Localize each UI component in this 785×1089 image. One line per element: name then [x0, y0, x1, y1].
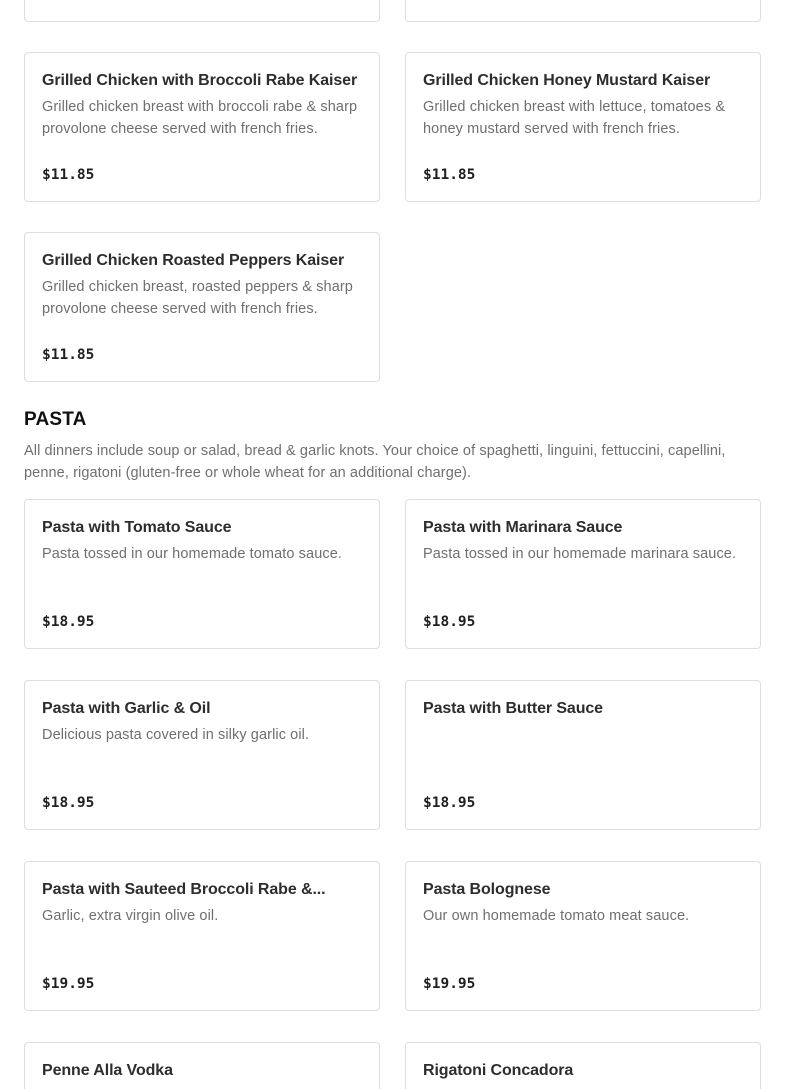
menu-item-card[interactable] — [24, 861, 380, 1011]
menu-item-price: $18.95 — [42, 795, 95, 811]
menu-item-text — [423, 878, 743, 927]
menu-item-card[interactable] — [24, 680, 380, 830]
menu-item-name: Pasta with Butter Sauce — [423, 700, 603, 717]
menu-item-text — [42, 516, 362, 565]
menu-item-text — [423, 516, 743, 565]
menu-item-card[interactable] — [405, 861, 761, 1011]
menu-item-description: Our own homemade tomato meat sauce. — [423, 908, 690, 924]
menu-item-card-partial[interactable] — [24, 0, 380, 22]
menu-item-name: Penne Alla Vodka — [42, 1062, 173, 1079]
menu-item-price: $18.95 — [423, 795, 476, 811]
menu-item-card-partial[interactable] — [405, 0, 761, 22]
menu-item-price: $11.85 — [42, 167, 95, 183]
menu-item-card[interactable] — [24, 499, 380, 649]
menu-item-price: $19.95 — [423, 976, 476, 992]
menu-item-card[interactable] — [24, 1042, 380, 1089]
menu-item-name: Rigatoni Concadora — [423, 1062, 574, 1079]
menu-item-description: Pasta tossed in our homemade tomato sauce. — [42, 546, 343, 562]
section-note-pasta: All dinners include soup or salad, bread & garlic knots. Your choice of spaghetti, linguini, fettuccini, capellini, penne, rigatoni (gluten-free or whole wheat for an additional charge). — [24, 443, 726, 481]
menu-item-name: Pasta with Marinara Sauce — [423, 519, 623, 536]
menu-item-card[interactable] — [24, 52, 380, 202]
menu-item-name: Grilled Chicken with Broccoli Rabe Kaiser — [42, 72, 358, 89]
menu-item-name: Pasta with Garlic & Oil — [42, 700, 211, 717]
menu-item-card[interactable] — [405, 680, 761, 830]
menu-item-name: Grilled Chicken Honey Mustard Kaiser — [423, 72, 711, 89]
menu-item-price: $18.95 — [42, 614, 95, 630]
menu-item-description: Grilled chicken breast with lettuce, tomatoes & honey mustard served with french fries. — [423, 99, 726, 137]
menu-item-text — [42, 878, 362, 927]
menu-item-card[interactable] — [405, 52, 761, 202]
menu-item-card[interactable] — [405, 1042, 761, 1089]
menu-item-price: $18.95 — [423, 614, 476, 630]
menu-item-text — [423, 1059, 743, 1086]
menu-item-description: Delicious pasta covered in silky garlic oil. — [42, 727, 310, 743]
menu-grid-pasta — [24, 499, 761, 1089]
menu-item-text — [42, 697, 362, 746]
menu-item-description: Grilled chicken breast, roasted peppers & sharp provolone cheese served with french fries. — [42, 279, 353, 317]
menu-item-description: Pasta tossed in our homemade marinara sauce. — [423, 546, 737, 562]
menu-item-name: Pasta with Sauteed Broccoli Rabe &... — [42, 881, 326, 898]
menu-item-card[interactable] — [405, 499, 761, 649]
menu-item-name: Pasta Bolognese — [423, 881, 551, 898]
menu-item-description: Garlic, extra virgin olive oil. — [42, 908, 219, 924]
menu-item-text — [42, 1059, 362, 1086]
menu-item-text — [42, 249, 362, 320]
menu-grid-sandwiches — [24, 0, 761, 382]
menu-item-price: $11.85 — [423, 167, 476, 183]
menu-item-text — [423, 69, 743, 140]
menu-item-text — [423, 697, 743, 724]
menu-item-card[interactable] — [24, 232, 380, 382]
menu-item-price: $19.95 — [42, 976, 95, 992]
menu-item-price: $11.85 — [42, 347, 95, 363]
menu-item-name: Grilled Chicken Roasted Peppers Kaiser — [42, 252, 345, 269]
menu-item-description: Grilled chicken breast with broccoli rabe & sharp provolone cheese served with french fries. — [42, 99, 358, 137]
menu-item-name: Pasta with Tomato Sauce — [42, 519, 232, 536]
menu-item-text — [42, 69, 362, 140]
section-heading-pasta: PASTA — [24, 409, 87, 430]
